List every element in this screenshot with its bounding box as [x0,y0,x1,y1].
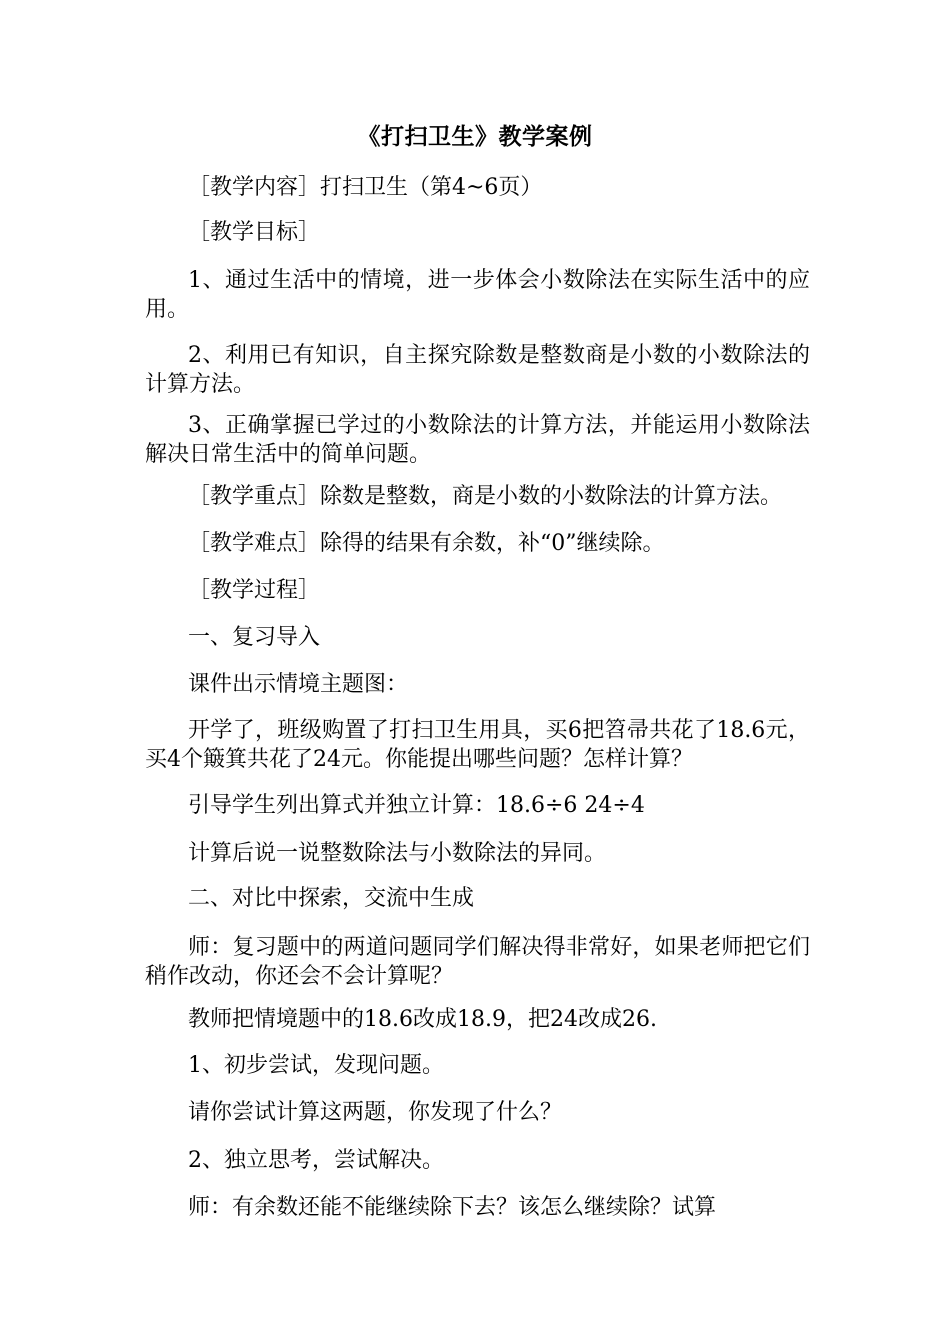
paragraph-teaching-content: ［教学内容］打扫卫生（第4~6页） [188,175,543,200]
paragraph-courseware: 课件出示情境主题图： [188,672,409,697]
paragraph-key-point: ［教学重点］除数是整数，商是小数的小数除法的计算方法。 [188,484,783,509]
step-heading-2: 2、独立思考，尝试解决。 [188,1148,444,1173]
step-heading-1: 1、初步尝试，发现问题。 [188,1053,444,1078]
paragraph-goal-2: 2、利用已有知识，自主探究除数是整数商是小数的小数除法的计算方法。 [145,343,810,397]
paragraph-teacher-question: 师：复习题中的两道问题同学们解决得非常好，如果老师把它们稍作改动，你还会不会计算呢？ [145,935,810,989]
paragraph-teacher-remainder: 师：有余数还能不能继续除下去？该怎么继续除？试算 [188,1195,717,1220]
section-heading-review: 一、复习导入 [188,625,321,650]
paragraph-guide-calculation: 引导学生列出算式并独立计算：18.6÷6 24÷4 [188,793,645,818]
paragraph-goal-1: 1、通过生活中的情境，进一步体会小数除法在实际生活中的应用。 [145,268,810,322]
paragraph-scenario: 开学了，班级购置了打扫卫生用具，买6把笤帚共花了18.6元，买4个簸箕共花了24元。你能提出哪些问题？怎样计算？ [145,718,810,772]
section-heading-explore: 二、对比中探索，交流中生成 [188,886,475,911]
paragraph-difficult-point: ［教学难点］除得的结果有余数，补“0”继续除。 [188,531,665,556]
paragraph-teacher-change: 教师把情境题中的18.6改成18.9，把24改成26. [188,1007,657,1032]
paragraph-compare-methods: 计算后说一说整数除法与小数除法的异同。 [188,841,607,866]
paragraph-teaching-goals-heading: ［教学目标］ [188,220,321,245]
paragraph-try-calculate: 请你尝试计算这两题，你发现了什么？ [188,1100,563,1125]
document-title: 《打扫卫生》教学案例 [357,123,593,150]
paragraph-goal-3: 3、正确掌握已学过的小数除法的计算方法，并能运用小数除法解决日常生活中的简单问题。 [145,413,810,467]
paragraph-process-heading: ［教学过程］ [188,578,321,603]
